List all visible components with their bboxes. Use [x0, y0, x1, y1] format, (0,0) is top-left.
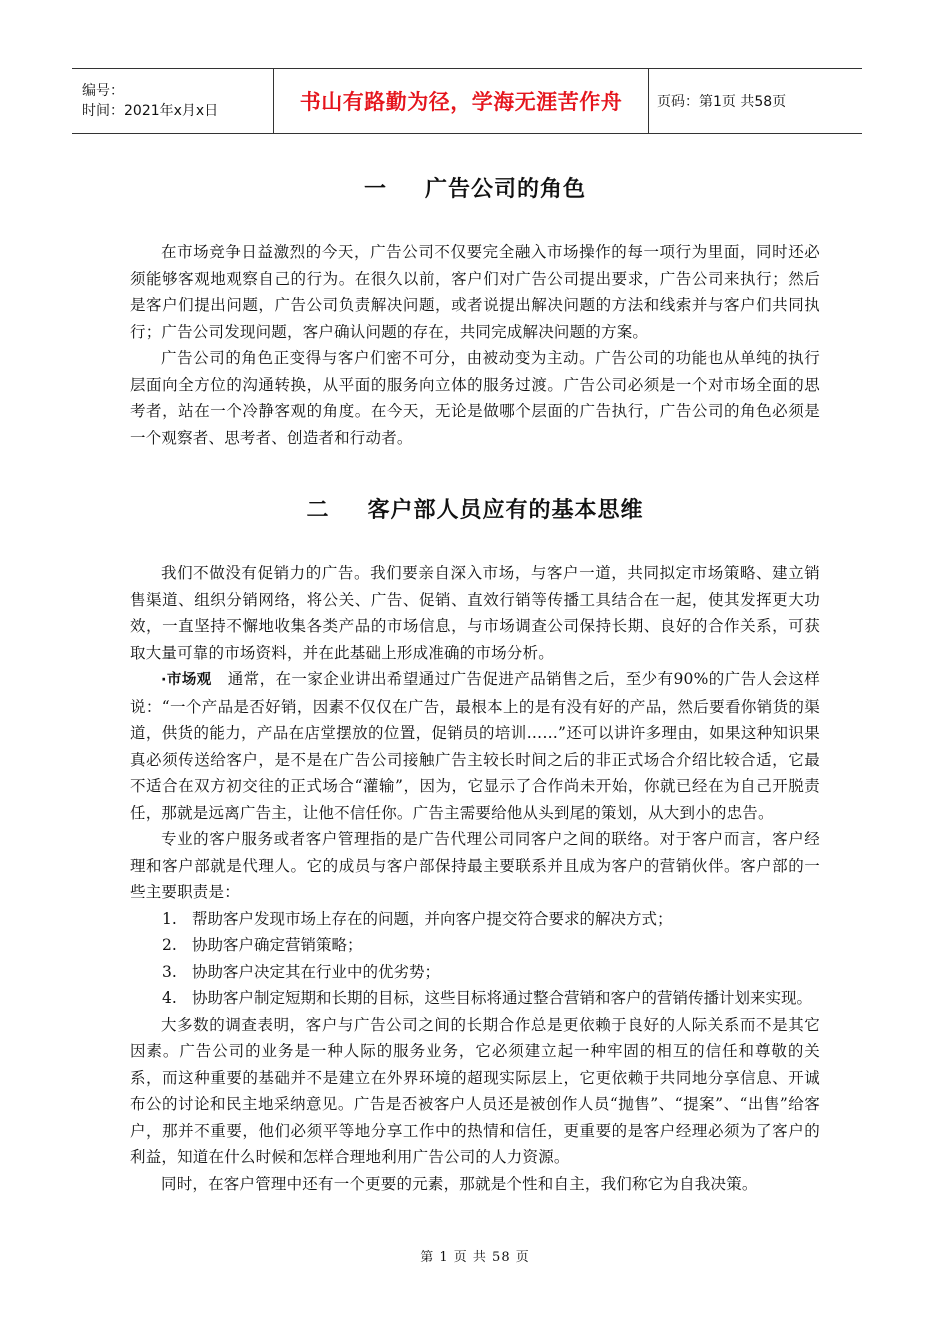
paragraph: 我们不做没有促销力的广告。我们要亲自深入市场，与客户一道，共同拟定市场策略、建立销售渠道、组织分销网络，将公关、广告、促销、直效行销等传播工具结合在一起，使其发挥更大功效，一直坚持不懈地收集各类产品的市场信息，与市场调查公司保持长期、良好的合作关系，可获取大量可靠的市场资料，并在此基础上形成准确的市场分析。: [130, 564, 820, 662]
document-body: [130, 160, 820, 1197]
list-item-text: 协助客户决定其在行业中的优劣势；: [192, 962, 441, 981]
section-title: [130, 493, 820, 524]
section-title-text: 客户部人员应有的基本思维: [367, 498, 644, 523]
list-item: [162, 932, 820, 959]
list-item: [162, 906, 820, 933]
list-item-number: 1.: [162, 909, 177, 928]
paragraph-lead: ·市场观: [161, 672, 212, 688]
page-footer: 第 1 页 共 58 页: [420, 1250, 530, 1265]
header-page-info: 页码：第1页 共58页: [657, 94, 787, 110]
paragraph: 专业的客户服务或者客户管理指的是广告代理公司同客户之间的联络。对于客户而言，客户经理和客户部就是代理人。它的成员与客户部保持最主要联系并且成为客户的营销伙伴。客户部的一些主要职责是：: [130, 830, 820, 901]
section-title-text: 广告公司的角色: [425, 177, 587, 202]
page-header: [72, 68, 862, 134]
responsibility-list: [130, 906, 820, 1012]
paragraph: 大多数的调查表明，客户与广告公司之间的长期合作总是更依赖于良好的人际关系而不是其它因素。广告公司的业务是一种人际的服务业务，它必须建立起一种牢固的相互的信任和尊敬的关系，而这种重要的基础并不是建立在外界环境的超现实际层上，它更依赖于共同地分享信息、开诚布公的讨论和民主地采纳意见。广告是否被客户人员还是被创作人员“抛售”、“提案”、“出售”给客户，那并不重要，他们必须平等地分享工作中的热情和信任，更重要的是客户经理必须为了客户的利益，知道在什么时候和怎样合理地利用广告公司的人力资源。: [130, 1015, 820, 1166]
list-item-number: 3.: [162, 962, 177, 981]
list-item-text: 帮助客户发现市场上存在的问题，并向客户提交符合要求的解决方式；: [192, 909, 673, 928]
section-title: [130, 172, 820, 203]
list-item-text: 协助客户制定短期和长期的目标，这些目标将通过整合营销和客户的营销传播计划来实现。: [192, 989, 813, 1007]
document-time-label: 时间：2021年x月x日: [82, 103, 219, 119]
list-item-number: 4.: [162, 989, 177, 1007]
section-number: 二: [306, 498, 330, 523]
paragraph: 在市场竞争日益激烈的今天，广告公司不仅要完全融入市场操作的每一项行为里面，同时还必须能够客观地观察自己的行为。在很久以前，客户们对广告公司提出要求，广告公司来执行；然后是客户们提出问题，广告公司负责解决问题，或者说提出解决问题的方法和线索并与客户们共同执行；广告公司发现问题，客户确认问题的存在，共同完成解决问题的方案。: [130, 243, 820, 341]
list-item: [162, 959, 820, 986]
section-number: 一: [363, 177, 387, 202]
paragraph-market-view: [130, 666, 820, 826]
document-number-label: 编号：: [82, 83, 124, 99]
header-motto: 书山有路勤为径，学海无涯苦作舟: [274, 69, 649, 133]
list-item-number: 2.: [162, 936, 177, 954]
list-item: [162, 985, 820, 1012]
paragraph-text: 通常，在一家企业讲出希望通过广告促进产品销售之后，至少有90%的广告人会这样说：“一个产品是否好销，因素不仅仅在广告，最根本上的是有没有好的产品，然后要看你销货的渠道，供货的能力，产品在店堂摆放的位置，促销员的培训……”还可以讲许多理由，如果这种知识果真必须传送给客户，是不是在广告公司接触广告主较长时间之后的非正式场合介绍比较合适，它最不适合在双方初交往的正式场合“灌输”，因为，它显示了合作尚未开始，你就已经在为自己开脱责任，那就是远离广告主，让他不信任你。广告主需要给他从头到尾的策划，从大到小的忠告。: [130, 670, 820, 822]
header-meta: [72, 69, 274, 133]
paragraph: 广告公司的角色正变得与客户们密不可分，由被动变为主动。广告公司的功能也从单纯的执行层面向全方位的沟通转换，从平面的服务向立体的服务过渡。广告公司必须是一个对市场全面的思考者，站在一个冷静客观的角度。在今天，无论是做哪个层面的广告执行，广告公司的角色必须是一个观察者、思考者、创造者和行动者。: [130, 349, 820, 447]
list-item-text: 协助客户确定营销策略；: [192, 936, 363, 954]
paragraph: 同时，在客户管理中还有一个更要的元素，那就是个性和自主，我们称它为自我决策。: [161, 1174, 758, 1193]
